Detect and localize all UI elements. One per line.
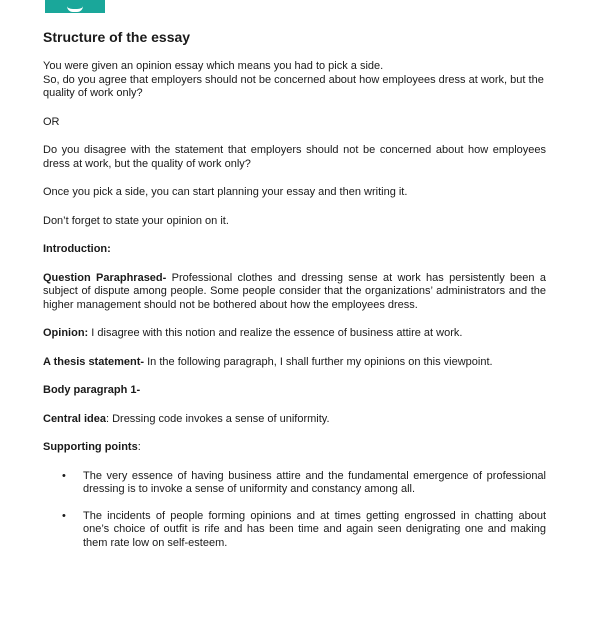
supporting-points-heading [43,441,546,455]
thesis-paragraph [43,356,546,370]
intro-line-1: You were given an opinion essay which means you had to pick a side. [43,60,384,72]
supporting-points-label: Supporting points [43,441,138,453]
central-idea-paragraph [43,413,546,427]
question-paraphrased-text: Professional clothes and dressing sense at work has persistently been a subject of dispute among people. Some people consider that the organizations’ administrators and the higher management should not be bothered about how the employees dress. [43,271,546,311]
or-text: OR [43,115,60,128]
opinion-paragraph [43,327,546,341]
introduction-heading [43,243,546,257]
disagree-question: Do you disagree with the statement that employers should not be concerned about how employees dress at work, but the quality of work only? [43,144,546,170]
thesis-label: A thesis statement- [43,355,145,368]
body-paragraph-heading [43,384,546,398]
pick-side-text: Once you pick a side, you can start planning your essay and then writing it. [43,186,408,198]
central-idea-label: Central idea [43,412,106,425]
supporting-point-text: The very essence of having business attire and the fundamental emergence of professional dressing is to invoke a sense of uniformity and constancy among all. [83,469,546,495]
question-paraphrased-paragraph [43,272,546,313]
opinion-label: Opinion: [43,327,89,339]
bullet-icon: • [62,469,66,482]
opinion-text: I disagree with this notion and realize the essence of business attire at work. [88,327,463,339]
question-paraphrased-label: Question Paraphrased- [43,271,167,284]
bullet-icon: • [62,509,66,522]
supporting-point-text: The incidents of people forming opinions and at times getting engrossed in chatting about one’s choice of outfit is rife and has been time and again seen denigrating one and making them rate low on self-esteem. [83,509,546,549]
intro-line-2: So, do you agree that employers should not be concerned about how employees dress at work, but the quality of work only? [43,73,544,99]
supporting-points-suffix: : [137,441,141,453]
essay-document [43,28,546,563]
introduction-heading-label: Introduction: [43,243,111,255]
list-item [43,470,546,497]
state-opinion-text: Don’t forget to state your opinion on it. [43,214,229,227]
header-logo-bar [45,0,105,13]
page-title: Structure of the essay [43,29,191,45]
logo-mark-icon [67,1,83,12]
central-idea-text: : Dressing code invokes a sense of uniformity. [105,412,330,425]
supporting-points-list [43,470,546,551]
list-item [43,510,546,551]
thesis-text: In the following paragraph, I shall further my opinions on this viewpoint. [144,355,493,368]
body-paragraph-heading-label: Body paragraph 1- [43,384,141,396]
intro-paragraph [43,60,546,101]
